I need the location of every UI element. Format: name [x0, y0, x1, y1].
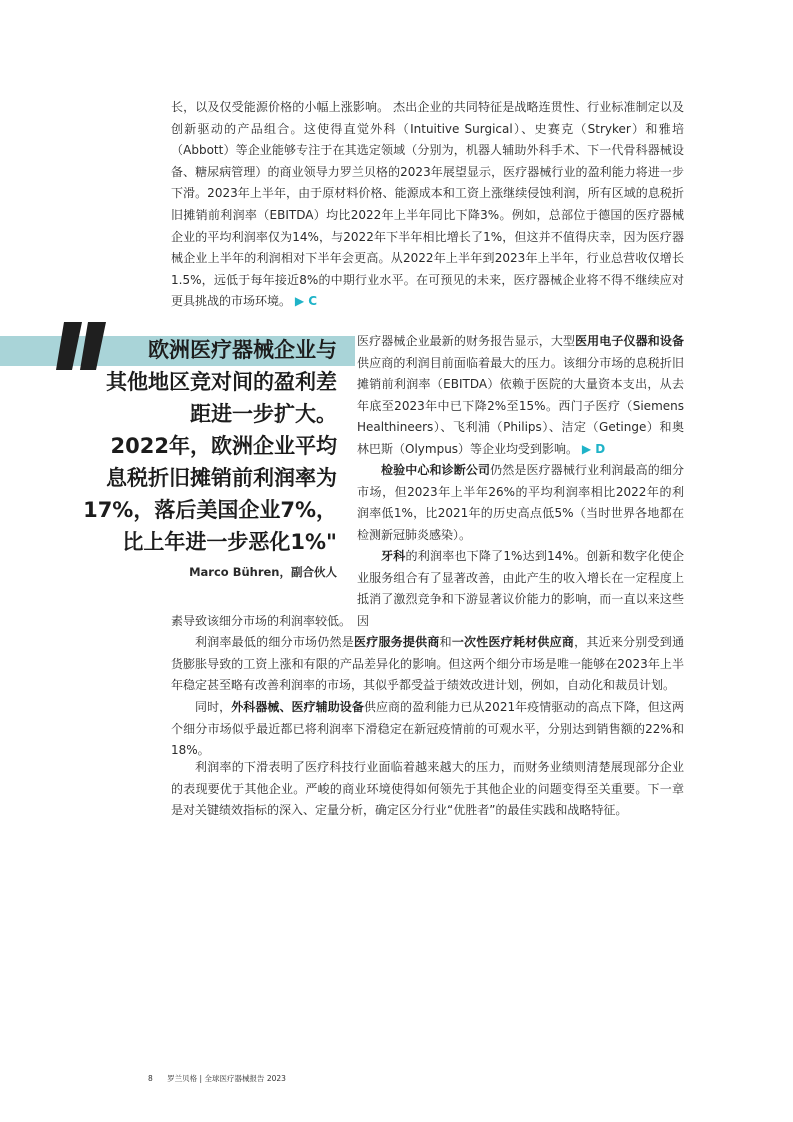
page-number: 8 [148, 1074, 153, 1083]
text: ，其近来分别受到通货膨胀导致的工资上涨和有限的产品差异化的影响。但这两个细分市场是唯一能够在2023年上半年稳定甚至略有改善利润率的市场，其似乎都受益于绩效改进计划，例如，自动化和裁员计划。 [171, 635, 684, 693]
text: 同时， [195, 700, 232, 714]
quote-line: 息税折旧摊销前利润率为 [106, 466, 337, 490]
text: 的利润率也下降了1%达到14%。创新和数字化使企业服务组合有了显著改善，由此产生的收入增长在一定程度上抵消了激烈竞争和下游显著议价能力的影响，而一直以来这些因 [357, 549, 684, 628]
bold-text: 检验中心和诊断公司 [381, 463, 491, 477]
bold-text: 医用电子仪器和设备 [575, 334, 684, 348]
text: 仍然是医疗器械行业利润最高的细分市场，但2023年上半年26%的平均利润率相比2022年的利润率低1%，比2021年的历史高点低5%（当时世界各地都在检测新冠肺炎感染）。 [357, 463, 684, 542]
paragraph-3-tail [171, 611, 684, 633]
quote-line: 其他地区竞对间的盈利差 [106, 370, 337, 394]
bold-text: 医疗服务提供商 [353, 635, 440, 649]
paragraph-6 [171, 757, 684, 822]
text: 和 [439, 635, 452, 649]
page-footer [148, 1073, 286, 1084]
bold-text: 外科器械、医疗辅助设备 [231, 700, 364, 714]
text: 供应商的盈利能力已从2021年疫情驱动的高点下降，但这两个细分市场似乎最近都已将利润率下滑稳定在新冠疫情前的可观水平，分别达到销售额的22%和18%。 [171, 700, 684, 758]
paragraph-4 [171, 632, 684, 697]
text: 素导致该细分市场的利润率较低。 [171, 614, 352, 628]
quote-attribution: Marco Bühren，副合伙人 [189, 565, 337, 579]
text: 利润率最低的细分市场仍然是 [195, 635, 354, 649]
footer-text: 罗兰贝格 | 全球医疗器械报告 2023 [167, 1074, 286, 1083]
quote-line: 欧洲医疗器械企业与 [148, 338, 337, 362]
quote-line: 比上年进一步恶化1%" [122, 530, 337, 554]
column-paragraph-2 [357, 460, 684, 546]
quote-line: 距进一步扩大。 [190, 402, 337, 426]
column-paragraph-1 [357, 331, 684, 461]
bold-text: 一次性医疗耗材供应商 [451, 635, 575, 649]
col-marker: ▶ D [581, 441, 606, 456]
quote-line: 2022年，欧洲企业平均 [110, 434, 337, 458]
text: 医疗器械企业最新的财务报告显示，大型 [357, 334, 576, 348]
bold-text: 牙科 [381, 549, 406, 563]
quote-line: 17%，落后美国企业7%， [83, 498, 337, 522]
paragraph-5 [171, 697, 684, 762]
text: 供应商的利润目前面临着最大的压力。该细分市场的息税折旧摊销前利润率（EBITDA）依赖于医院的大量资本支出，从去年底至2023年中已下降2%至15%。西门子医疗（Siemens Healthineers）、飞利浦（Philips）、洁定（Getinge）和奥林巴斯（Olympus）等企业均受到影响。 [357, 355, 684, 456]
pull-quote [37, 334, 337, 558]
intro-paragraph [171, 97, 684, 313]
text: 利润率的下滑表明了医疗科技行业面临着越来越大的压力，而财务业绩则清楚展现部分企业的表现要优于其他企业。严峻的商业环境使得如何领先于其他企业的问题变得至关重要。下一章是对关键绩效指标的深入、定量分析，确定区分行业“优胜者”的最佳实践和战略特征。 [171, 760, 684, 818]
intro-marker: ▶ C [294, 294, 318, 309]
intro-text: 长，以及仅受能源价格的小幅上涨影响。 杰出企业的共同特征是战略连贯性、行业标准制定以及创新驱动的产品组合。这使得直觉外科（Intuitive Surgical）、史赛克（Stryker）和雅培（Abbott）等企业能够专注于在其选定领域（分别为，机器人辅助外科手术、下一代骨科器械设备、糖尿病管理）的商业领导力罗兰贝格的2023年展望显示，医疗器械行业的盈利能力将进一步下滑。2023年上半年，由于原材料价格、能源成本和工资上涨继续侵蚀利润，所有区域的息税折旧摊销前利润率（EBITDA）均比2022年上半年同比下降3%。例如，总部位于德国的医疗器械企业的平均利润率仅为14%，与2022年下半年相比增长了1%，但这并不值得庆幸，因为医疗器械企业上半年的利润相对下半年会更高。从2022年上半年到2023年上半年，行业总营收仅增长1.5%，远低于每年接近8%的中期行业水平。在可预见的未来，医疗器械企业将不得不继续应对更具挑战的市场环境。 [171, 100, 684, 309]
